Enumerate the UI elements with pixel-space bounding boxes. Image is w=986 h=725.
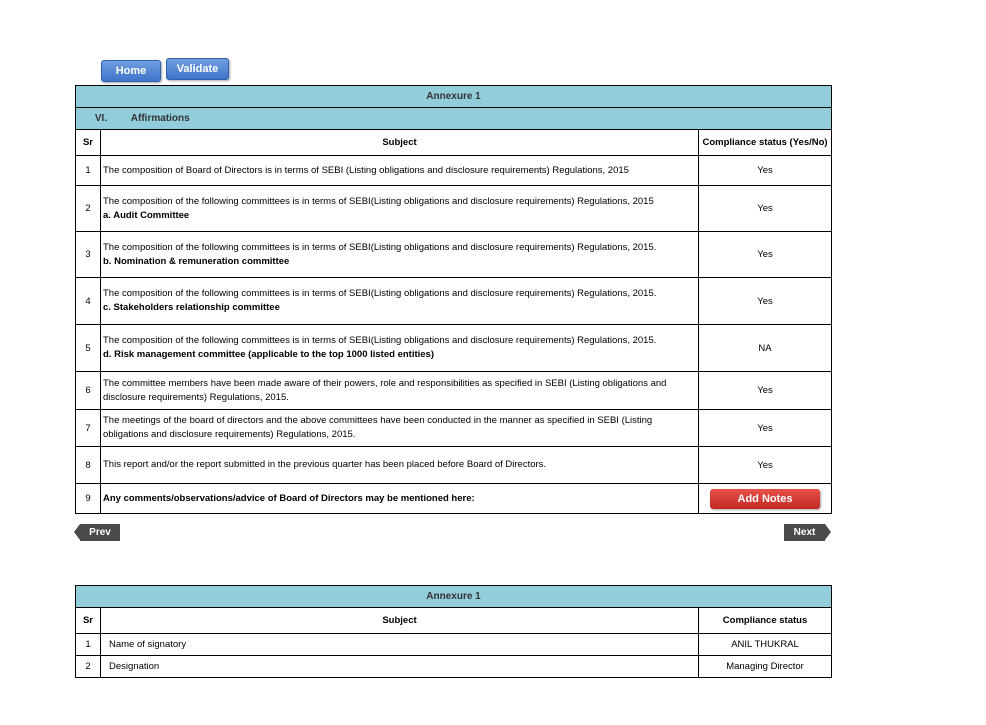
row-subject (101, 372, 699, 410)
row-sr: 2 (76, 186, 101, 232)
row-committee: a. Audit Committee (103, 209, 190, 221)
row-text: The committee members have been made aware of their powers, role and responsibilities as specified in SEBI (Listing obligations and disclosure requirements) Regulations, 2015. (103, 377, 667, 403)
table-row (76, 156, 832, 186)
row-status[interactable]: Yes (699, 156, 832, 186)
row-subject (101, 410, 699, 447)
comments-row (76, 484, 832, 514)
table-row (76, 634, 832, 656)
row-sr: 1 (76, 156, 101, 186)
row-status[interactable]: Yes (699, 186, 832, 232)
row-subject: Name of signatory (101, 634, 699, 656)
row-sr: 2 (76, 656, 101, 678)
row-subject (101, 232, 699, 278)
row-text: The composition of Board of Directors is in terms of SEBI (Listing obligations and disclosure requirements) Regulations, 2015 (103, 164, 629, 176)
section-heading (76, 108, 832, 130)
row-status[interactable]: ANIL THUKRAL (699, 634, 832, 656)
row-status[interactable]: Yes (699, 278, 832, 325)
header-subject: Subject (101, 608, 699, 634)
header-sr: Sr (76, 608, 101, 634)
row-status[interactable]: Yes (699, 447, 832, 484)
row-subject: Designation (101, 656, 699, 678)
table-row (76, 232, 832, 278)
row-subject (101, 447, 699, 484)
home-button[interactable]: Home (101, 60, 161, 82)
row-status[interactable]: Yes (699, 410, 832, 447)
row-text: The meetings of the board of directors and the above committees have been conducted in the manner as specified in SEBI (Listing obligations and disclosure requirements) Regulations, 2015. (103, 415, 653, 440)
row-committee: d. Risk management committee (applicable to the top 1000 listed entities) (103, 349, 434, 360)
header-sr: Sr (76, 130, 101, 156)
row-sr: 6 (76, 372, 101, 410)
row-subject (101, 278, 699, 325)
row-status[interactable]: Managing Director (699, 656, 832, 678)
row-subject (101, 156, 699, 186)
row-subject (101, 186, 699, 232)
row-sr: 8 (76, 447, 101, 484)
table-row (76, 278, 832, 325)
annexure-title: Annexure 1 (76, 586, 832, 608)
row-status[interactable]: Yes (699, 232, 832, 278)
row-sr: 3 (76, 232, 101, 278)
table-row (76, 186, 832, 232)
table-row (76, 410, 832, 447)
row-status[interactable]: Yes (699, 372, 832, 410)
signatory-table (75, 585, 832, 678)
section-number: VI. (94, 113, 108, 124)
row-sr: 7 (76, 410, 101, 447)
table-row (76, 372, 832, 410)
row-subject (101, 325, 699, 372)
row-status[interactable]: NA (699, 325, 832, 372)
header-status: Compliance status (Yes/No) (699, 130, 832, 156)
section-title: Affirmations (130, 113, 190, 124)
affirmations-table (75, 85, 832, 514)
header-subject: Subject (101, 130, 699, 156)
annexure-title: Annexure 1 (76, 86, 832, 108)
table-row (76, 325, 832, 372)
next-button[interactable]: Next (784, 524, 825, 541)
row-text: The composition of the following committees is in terms of SEBI(Listing obligations and disclosure requirements) Regulations, 2015. (103, 335, 657, 346)
validate-button[interactable]: Validate (166, 58, 229, 80)
comments-label: Any comments/observations/advice of Board of Directors may be mentioned here: (101, 484, 699, 514)
header-status: Compliance status (699, 608, 832, 634)
row-sr: 4 (76, 278, 101, 325)
row-text: The composition of the following committees is in terms of SEBI(Listing obligations and disclosure requirements) Regulations, 2015 (103, 195, 654, 207)
row-sr: 1 (76, 634, 101, 656)
row-text: The composition of the following committees is in terms of SEBI(Listing obligations and disclosure requirements) Regulations, 2015. (103, 288, 657, 299)
prev-button[interactable]: Prev (80, 524, 120, 541)
row-text: The composition of the following committees is in terms of SEBI(Listing obligations and disclosure requirements) Regulations, 2015. (103, 241, 657, 253)
add-notes-button[interactable]: Add Notes (710, 489, 820, 509)
add-notes-cell (699, 484, 832, 514)
table-row (76, 447, 832, 484)
row-committee: c. Stakeholders relationship committee (103, 302, 280, 313)
row-sr: 9 (76, 484, 101, 514)
row-committee: b. Nomination & remuneration committee (103, 255, 290, 267)
row-text: This report and/or the report submitted in the previous quarter has been placed before Board of Directors. (103, 459, 547, 470)
row-sr: 5 (76, 325, 101, 372)
table-row (76, 656, 832, 678)
